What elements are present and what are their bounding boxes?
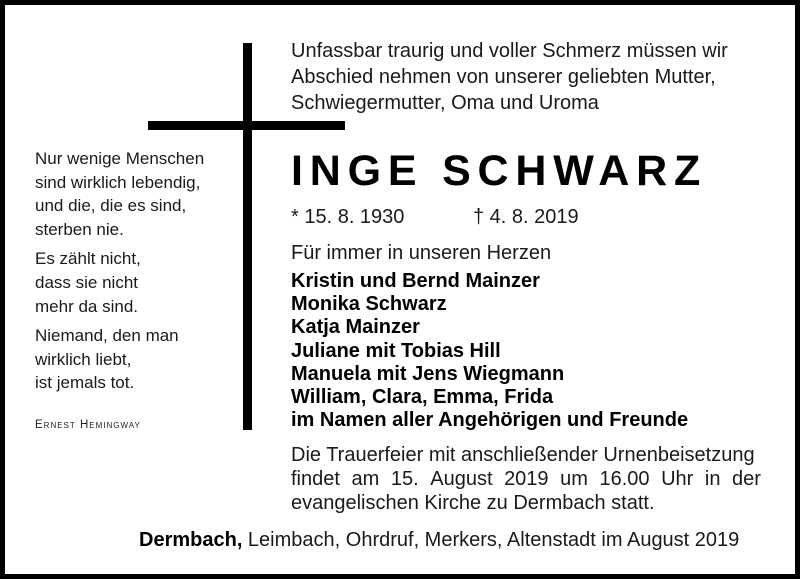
remembrance-line: Für immer in unseren Herzen: [291, 242, 552, 264]
poem-line: Es zählt nicht,: [35, 249, 141, 269]
ceremony-word: der: [732, 468, 761, 490]
ceremony-word: 15.: [390, 468, 419, 490]
mourner: Manuela mit Jens Wiegmann: [291, 362, 565, 385]
places-footer: [139, 528, 739, 552]
cross-icon: [243, 43, 252, 430]
deceased-name: INGE SCHWARZ: [291, 147, 708, 195]
poem-line: sterben nie.: [35, 219, 124, 239]
poem-stanza: [35, 247, 225, 318]
ceremony-word: 2019: [504, 468, 549, 490]
ceremony-word: um: [560, 468, 588, 490]
ceremony-word: am: [351, 468, 380, 490]
mourner: Katja Mainzer: [291, 316, 420, 339]
poem-line: Nur wenige Menschen: [35, 149, 205, 168]
poem-stanza: [35, 324, 225, 395]
mourner: Monika Schwarz: [291, 293, 447, 316]
ceremony-word: findet: [291, 468, 340, 490]
ceremony-info: [291, 443, 761, 515]
poem-line: dass sie nicht: [35, 272, 138, 292]
main-place: Dermbach,: [139, 529, 243, 551]
ceremony-word: August: [430, 468, 493, 490]
poem-line: wirklich liebt,: [35, 349, 132, 369]
poem-line: Niemand, den man: [35, 326, 179, 346]
ceremony-line: Die Trauerfeier mit anschließender Urnenbeisetzung: [291, 444, 755, 466]
other-places: Leimbach, Ohrdruf, Merkers, Altenstadt im August 2019: [242, 529, 740, 551]
intro-text: [291, 38, 771, 116]
mourner: William, Clara, Emma, Frida: [291, 386, 554, 409]
poem-line: und die, die es sind,: [35, 196, 187, 216]
ceremony-word: in: [704, 468, 721, 490]
cross-icon-bar: [148, 121, 345, 130]
death-date: † 4. 8. 2019: [473, 206, 579, 228]
poem-stanza: [35, 147, 225, 241]
mourner: Juliane mit Tobias Hill: [291, 339, 501, 362]
birth-date: * 15. 8. 1930: [291, 206, 405, 228]
poem-line: mehr da sind.: [35, 296, 138, 316]
poem-line: ist jemals tot.: [35, 373, 135, 393]
ceremony-word: 16.00: [599, 468, 650, 490]
ceremony-word: Uhr: [661, 468, 694, 490]
mourner: Kristin und Bernd Mainzer: [291, 270, 540, 292]
poem: [35, 147, 225, 401]
intro-line: Abschied nehmen von unserer geliebten Mutter,: [291, 66, 716, 88]
poem-author: Ernest Hemingway: [35, 419, 141, 431]
poem-line: sind wirklich lebendig,: [35, 172, 201, 192]
ceremony-line: evangelischen Kirche zu Dermbach statt.: [291, 492, 655, 514]
ceremony-line: [291, 467, 761, 491]
mourners-list: [291, 270, 688, 432]
intro-line: Schwiegermutter, Oma und Uroma: [291, 92, 599, 114]
mourner: im Namen aller Angehörigen und Freunde: [291, 409, 689, 432]
intro-line: Unfassbar traurig und voller Schmerz müssen wir: [291, 40, 728, 62]
